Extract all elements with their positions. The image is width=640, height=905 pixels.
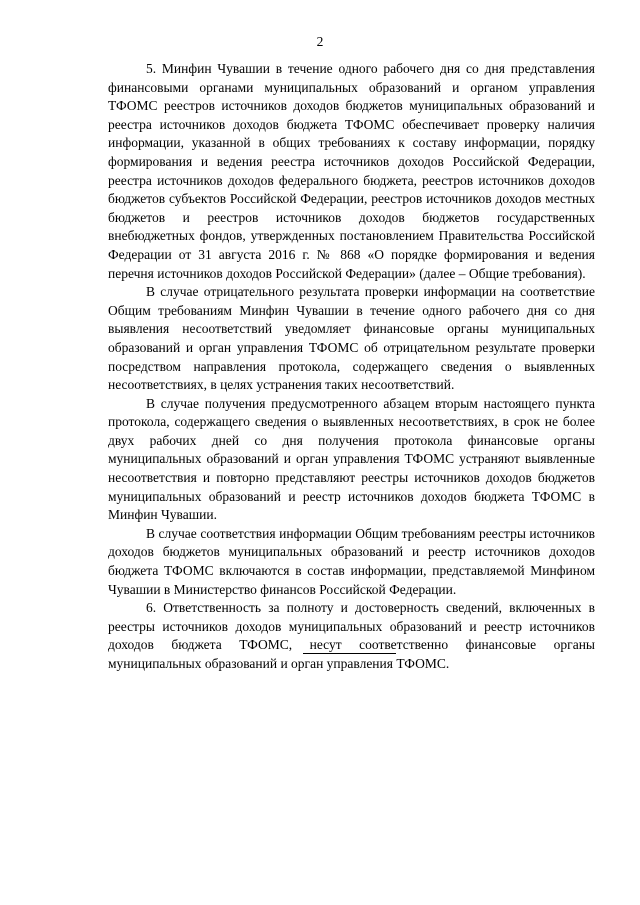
paragraph-negative-result: В случае отрицательного результата проверки информации на соответствие Общим требованиям Минфин Чувашии в течение одного рабочего дня со дня выявления несоответствий уведомляет финансовые органы муниципальных образований и орган управления ТФОМС об отрицательном результате проверки посредством направления протокола, содержащего сведения о выявленных несоответствиях, в целях устранения таких несоответствий. <box>108 284 595 393</box>
document-body <box>108 60 595 674</box>
page-number: 2 <box>316 34 324 49</box>
paragraph-item-6: 6. Ответственность за полноту и достоверность сведений, включенных в реестры источников доходов муниципальных образований и реестр источников доходов бюджета ТФОМС, несут соответственно финансовые органы муниципальных образований и орган управления ТФОМС. <box>108 600 595 671</box>
paragraph-protocol-received: В случае получения предусмотренного абзацем вторым настоящего пункта протокола, содержащего сведения о выявленных несоответствиях, в срок не более двух рабочих дней со дня получения протокола финансовые органы муниципальных образований и орган управления ТФОМС устраняют выявленные несоответствия и повторно представляют реестры источников доходов бюджетов муниципальных образований и реестр источников доходов бюджета ТФОМС в Минфин Чувашии. <box>108 395 595 523</box>
paragraph-compliance: В случае соответствия информации Общим требованиям реестры источников доходов бюджетов муниципальных образований и реестр источников доходов бюджета ТФОМС включаются в состав информации, представляемой Минфином Чувашии в Министерство финансов Российской Федерации. <box>108 525 595 597</box>
end-divider-line <box>303 653 396 654</box>
paragraph-item-5: 5. Минфин Чувашии в течение одного рабочего дня со дня представления финансовыми органами муниципальных образований и органом управления ТФОМС реестров источников доходов бюджетов муниципальных образований и реестра источников доходов бюджета ТФОМС обеспечивает проверку наличия информации, указанной в общих требованиях к составу информации, порядку формирования и ведения реестра источников доходов Российской Федерации, реестра источников доходов федерального бюджета, реестров источников доходов бюджетов субъектов Российской Федерации, реестров источников доходов местных бюджетов и реестров источников доходов бюджетов государственных внебюджетных фондов, утвержденных постановлением Правительства Российской Федерации от 31 августа 2016 г. № 868 «О порядке формирования и ведения перечня источников доходов Российской Федерации» (далее – Общие требования). <box>108 61 595 281</box>
